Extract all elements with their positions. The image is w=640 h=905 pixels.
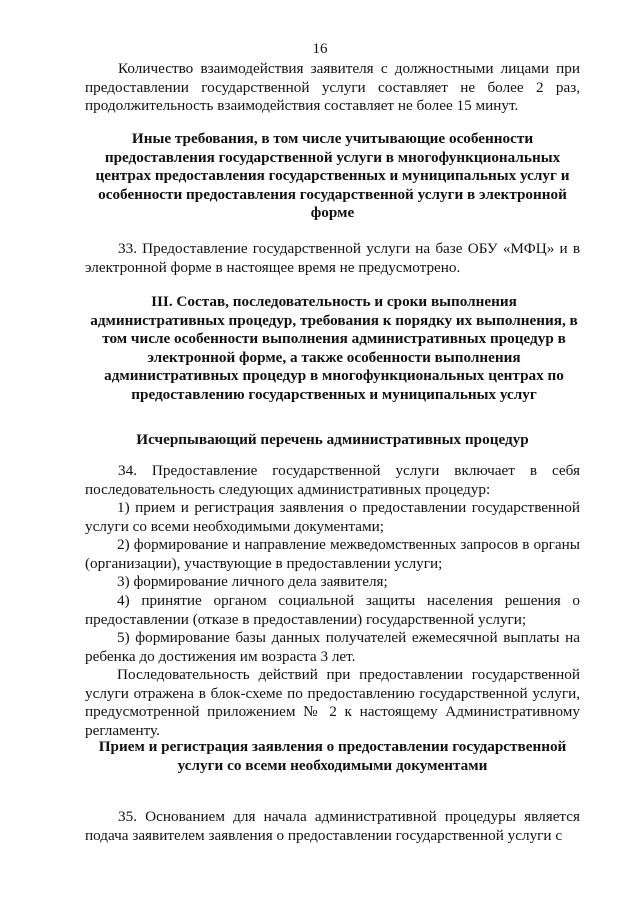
list-item-4: 4) принятие органом социальной защиты населения решения о предоставлении (отказе в предоставлении) государственной услуги; [85,592,580,628]
heading-section-iii: III. Состав, последовательность и сроки выполнения административных процедур, требования к порядку их выполнения, в том числе особенности выполнения административных процедур в электронной форме, а также особенности выполнения административных процедур в многофункциональных центрах по предоставлению государственных и муниципальных услуг [90,293,578,403]
paragraph-35: 35. Основанием для начала административной процедуры является подача заявителем заявления о предоставлении государственной услуги с [85,808,580,844]
list-item-2: 2) формирование и направление межведомственных запросов в органы (организации), участвующие в предоставлении услуги; [85,536,580,572]
paragraph-34: 34. Предоставление государственной услуги включает в себя последовательность следующих административных процедур: [85,462,580,498]
heading-other-requirements: Иные требования, в том числе учитывающие особенности предоставления государственной услуги в многофункциональных центрах предоставления государственных и муниципальных услуг и особенности предоставления государственной услуги в электронной форме [95,130,570,222]
heading-reception-registration: Прием и регистрация заявления о предоставлении государственной услуги со всеми необходимыми документами [98,738,567,774]
heading-procedure-list: Исчерпывающий перечень административных процедур [136,431,529,448]
list-item-1: 1) прием и регистрация заявления о предоставлении государственной услуги со всеми необходимыми документами; [85,499,580,535]
page-number: 16 [312,41,328,57]
list-item-3: 3) формирование личного дела заявителя; [117,573,388,590]
paragraph-sequence: Последовательность действий при предоставлении государственной услуги отражена в блок-схеме по предоставлению государственной услуги, предусмотренной приложением № 2 к настоящему Административному регламенту. [85,666,580,739]
paragraph-interaction-count: Количество взаимодействия заявителя с должностными лицами при предоставлении государственной услуги составляет не более 2 раз, продолжительность взаимодействия составляет не более 15 минут. [85,60,580,115]
list-item-5: 5) формирование базы данных получателей ежемесячной выплаты на ребенка до достижения им возраста 3 лет. [85,629,580,665]
paragraph-33: 33. Предоставление государственной услуги на базе ОБУ «МФЦ» и в электронной форме в настоящее время не предусмотрено. [85,240,580,276]
